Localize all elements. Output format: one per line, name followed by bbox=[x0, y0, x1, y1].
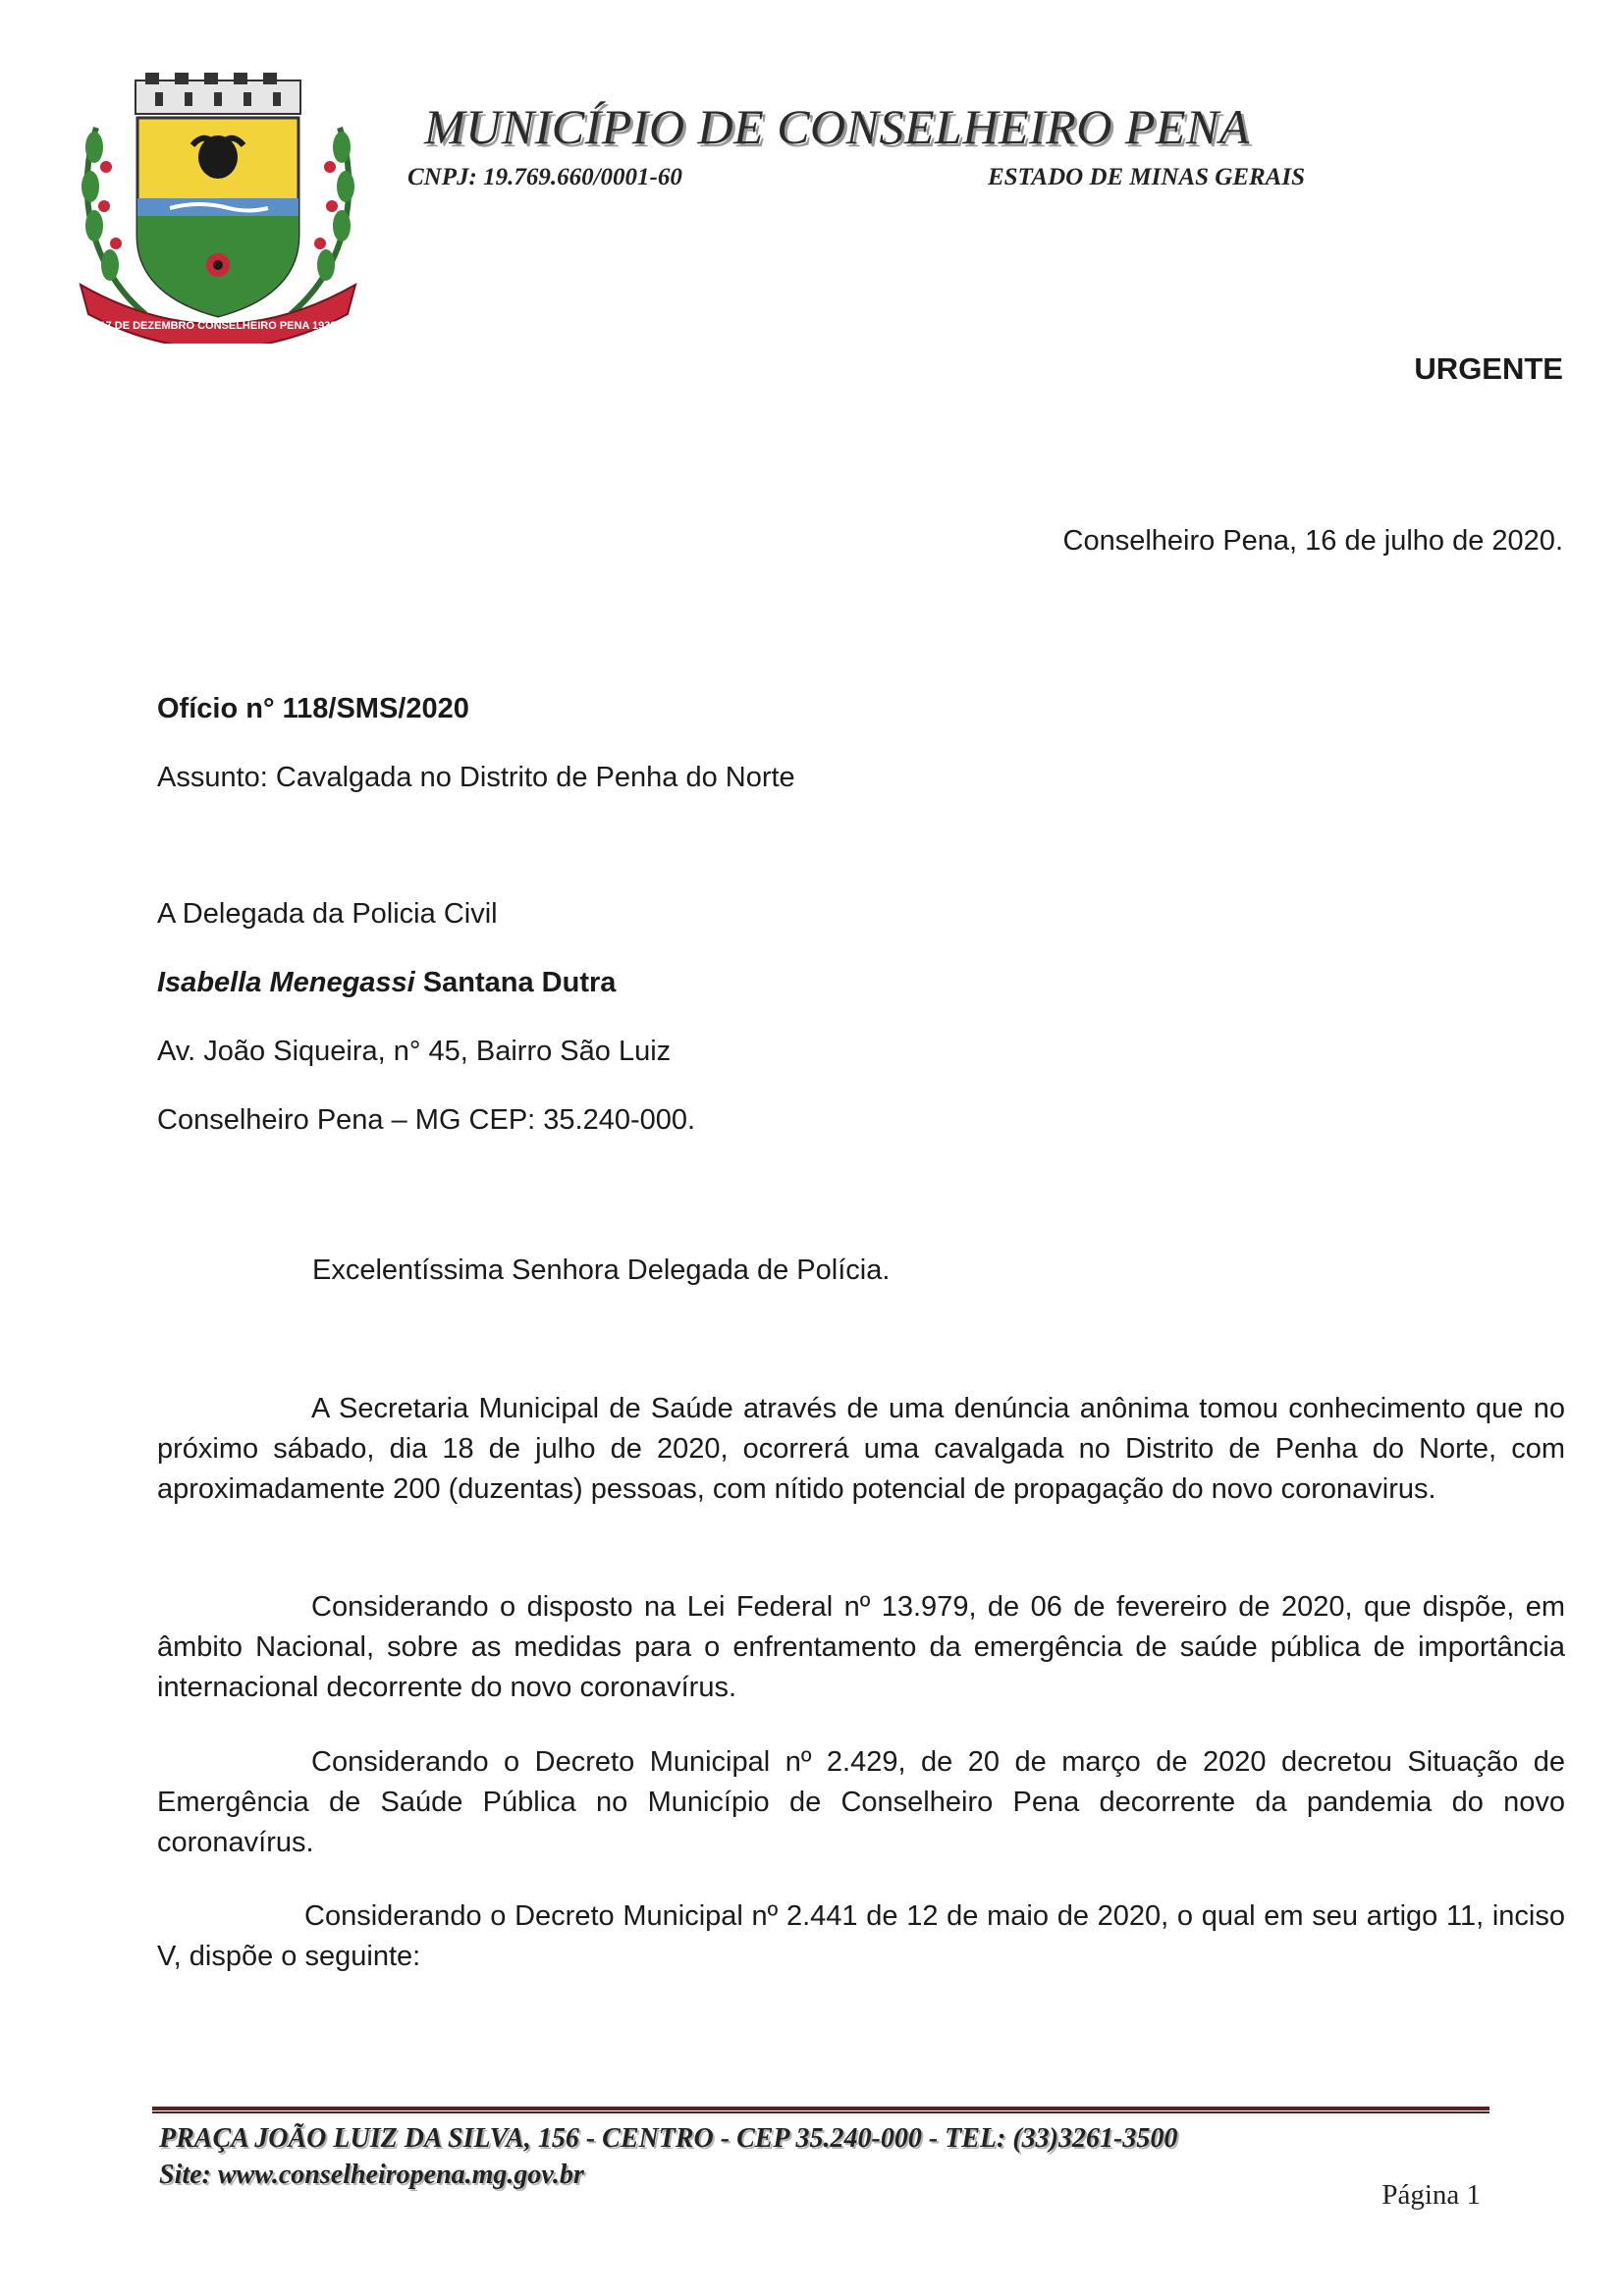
body-paragraph: Considerando o Decreto Municipal nº 2.429, de 20 de março de 2020 decretou Situação de Emergência de Saúde Pública no Município de Conselheiro Pena decorrente da pandemia do novo coronavírus. bbox=[157, 1746, 1565, 1858]
body-paragraph: A Secretaria Municipal de Saúde através de uma denúncia anônima tomou conhecimento que no próximo sábado, dia 18 de julho de 2020, ocorrerá uma cavalgada no Distrito de Penha do Norte, com aproximadamente 200 (duzentas) pessoas, com nítido potencial de propagação do novo coronavirus. bbox=[157, 1393, 1565, 1505]
recipient-name-rest: Santana Dutra bbox=[414, 967, 617, 998]
footer-divider bbox=[152, 2107, 1489, 2113]
recipient-name-italic: Isabella Menegassi bbox=[157, 967, 415, 998]
urgency-label: URGENTE bbox=[1414, 351, 1563, 386]
recipient-title: A Delegada da Policia Civil bbox=[157, 898, 498, 930]
salutation: Excelentíssima Senhora Delegada de Polícia. bbox=[312, 1255, 891, 1286]
footer-address: PRAÇA JOÃO LUIZ DA SILVA, 156 - CENTRO - CEP 35.240-000 - TEL: (33)3261-3500 bbox=[159, 2123, 1178, 2154]
cnpj-label: CNPJ: 19.769.660/0001-60 bbox=[407, 164, 682, 190]
footer-site-link[interactable]: Site: www.conselheiropena.mg.gov.br bbox=[159, 2160, 584, 2190]
date-line: Conselheiro Pena, 16 de julho de 2020. bbox=[1062, 525, 1563, 557]
oficio-number: Ofício n° 118/SMS/2020 bbox=[157, 693, 469, 724]
recipient-address: Av. João Siqueira, n° 45, Bairro São Luiz bbox=[157, 1036, 672, 1067]
municipality-title: MUNICÍPIO DE CONSELHEIRO PENA bbox=[424, 99, 1250, 154]
svg-text:17 DE DEZEMBRO CONSELHEIRO P: 17 DE DEZEMBRO CONSELHEIRO PENA 1938 bbox=[99, 320, 337, 332]
recipient-city: Conselheiro Pena – MG CEP: 35.240-000. bbox=[157, 1104, 696, 1136]
recipient-name bbox=[157, 967, 616, 999]
page-number: Página 1 bbox=[1381, 2179, 1481, 2211]
state-label: ESTADO DE MINAS GERAIS bbox=[987, 164, 1305, 190]
subject-line: Assunto: Cavalgada no Distrito de Penha do Norte bbox=[157, 762, 795, 793]
body-paragraph: Considerando o Decreto Municipal nº 2.441 de 12 de maio de 2020, o qual em seu artigo 11, inciso V, dispõe o seguinte: bbox=[157, 1900, 1565, 1972]
coat-of-arms-icon bbox=[77, 69, 359, 344]
body-paragraph: Considerando o disposto na Lei Federal nº 13.979, de 06 de fevereiro de 2020, que dispõe, em âmbito Nacional, sobre as medidas para o enfrentamento da emergência de saúde pública de importância internacional decorrente do novo coronavírus. bbox=[157, 1591, 1565, 1703]
